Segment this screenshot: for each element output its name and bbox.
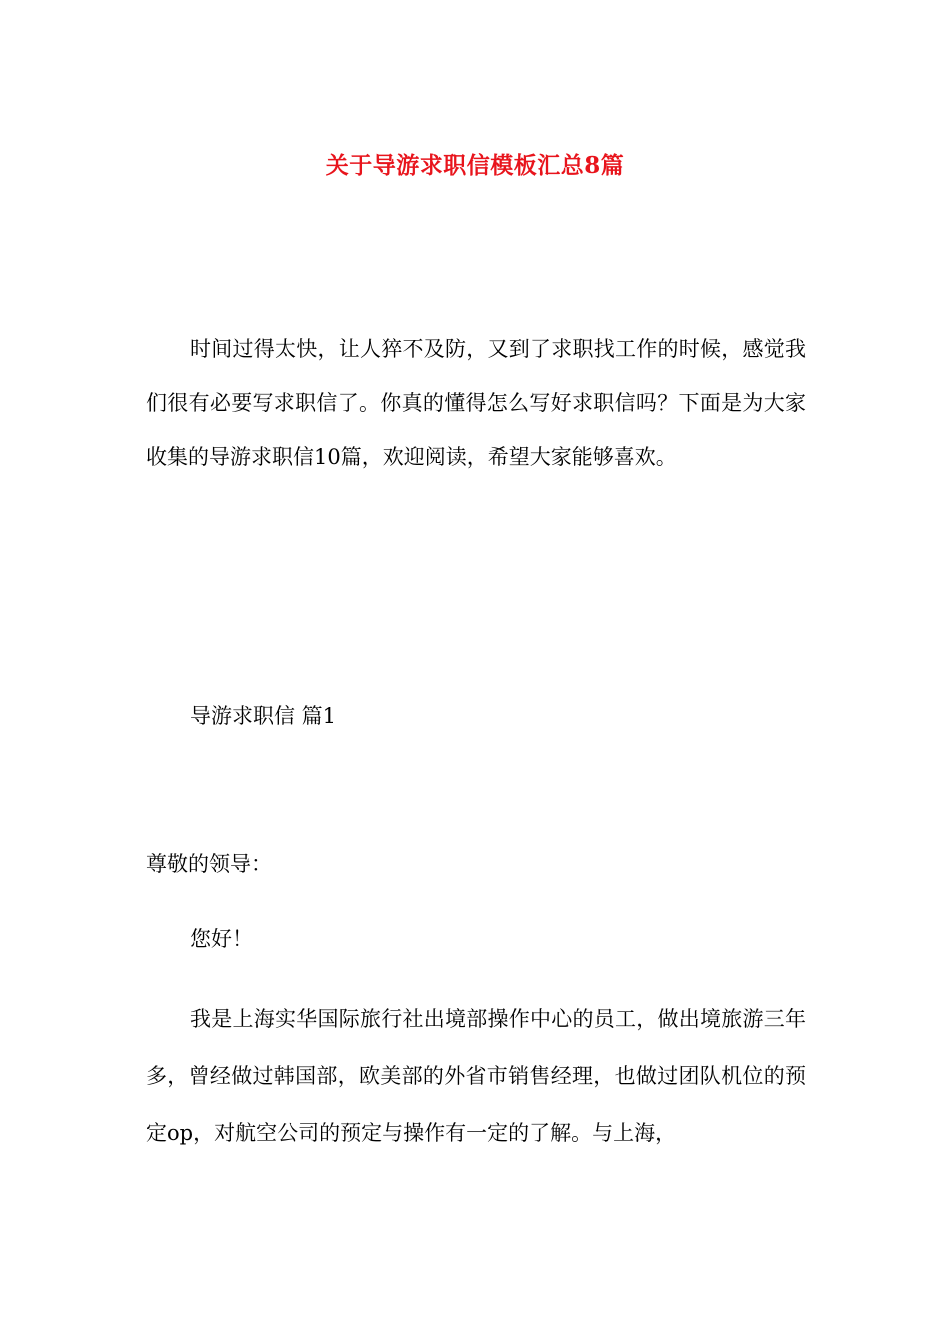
section-heading: 导游求职信 篇1 bbox=[190, 704, 337, 728]
letter-salutation: 尊敬的领导： bbox=[146, 852, 272, 876]
intro-paragraph: 时间过得太快，让人猝不及防，又到了求职找工作的时候，感觉我们很有必要写求职信了。你真的懂得怎么写好求职信吗？下面是为大家收集的导游求职信10篇，欢迎阅读，希望大家能够喜欢。 bbox=[146, 337, 806, 469]
letter-body-paragraph: 我是上海实华国际旅行社出境部操作中心的员工，做出境旅游三年多，曾经做过韩国部，欧美部的外省市销售经理，也做过团队机位的预定op，对航空公司的预定与操作有一定的了解。与上海， bbox=[146, 1007, 806, 1145]
document-title: 关于导游求职信模板汇总8篇 bbox=[325, 152, 625, 180]
letter-greeting: 您好！ bbox=[190, 927, 253, 951]
